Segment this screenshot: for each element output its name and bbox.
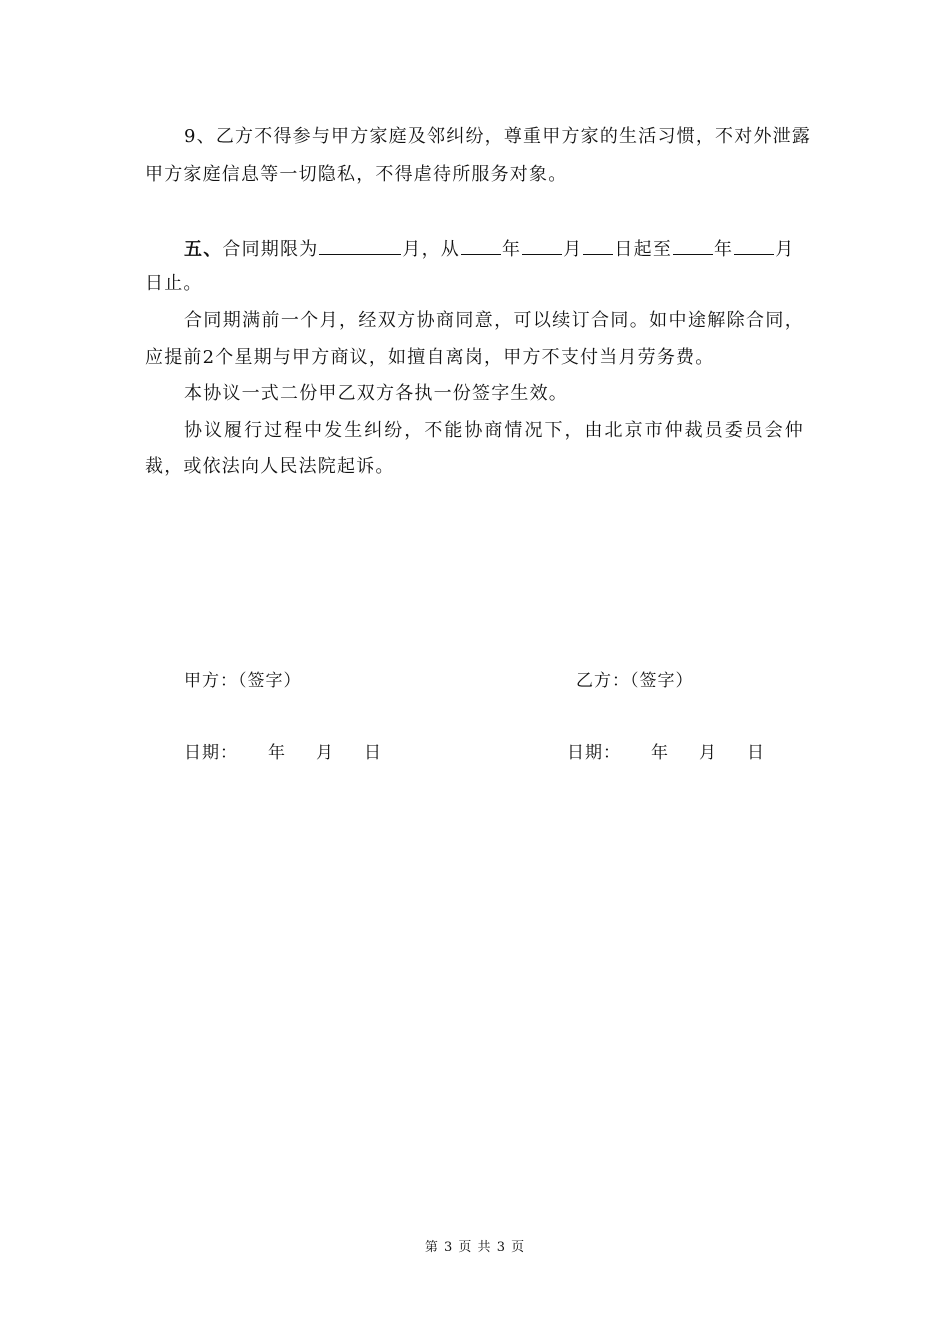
contract-term-line	[184, 236, 806, 262]
term-text-1: 合同期限为	[222, 239, 319, 260]
start-day-blank[interactable]	[583, 236, 613, 255]
section-5-heading: 五、	[184, 239, 223, 260]
end-year-blank[interactable]	[673, 236, 713, 255]
dispute-line-1: 协议履行过程中发生纠纷，不能协商情况下，由北京市仲裁员委员会仲	[184, 420, 804, 441]
term-text-3: 年	[502, 239, 522, 260]
start-month-blank[interactable]	[522, 236, 562, 255]
renewal-line-2: 应提前2个星期与甲方商议，如擅自离岗，甲方不支付当月劳务费。	[145, 347, 715, 368]
dispute-line-2: 裁，或依法向人民法院起诉。	[145, 456, 395, 477]
party-a-signature: 甲方：（签字）	[184, 671, 302, 691]
date-year: 年	[268, 743, 286, 763]
date-label: 日期：	[567, 743, 621, 763]
term-text-6: 年	[714, 239, 734, 260]
term-months-blank[interactable]	[319, 236, 401, 255]
term-text-5: 日起至	[614, 239, 673, 260]
term-text-7: 月	[775, 239, 795, 260]
start-year-blank[interactable]	[461, 236, 501, 255]
date-year: 年	[651, 743, 669, 763]
party-b-signature: 乙方：（签字）	[576, 671, 694, 691]
end-month-blank[interactable]	[734, 236, 774, 255]
page-number-footer: 第 3 页 共 3 页	[424, 1240, 526, 1255]
renewal-line-1: 合同期满前一个月，经双方协商同意，可以续订合同。如中途解除合同，	[184, 310, 804, 331]
date-day: 日	[364, 743, 382, 763]
party-b-date	[567, 741, 765, 765]
term-text-4: 月	[563, 239, 583, 260]
date-day: 日	[747, 743, 765, 763]
contract-term-line-2: 日止。	[145, 273, 203, 294]
term-text-2: 月，从	[402, 239, 461, 260]
copies-line: 本协议一式二份甲乙双方各执一份签字生效。	[184, 383, 568, 404]
clause-9-line-2: 甲方家庭信息等一切隐私，不得虐待所服务对象。	[145, 164, 568, 185]
date-month: 月	[316, 743, 334, 763]
clause-9-line-1: 9、乙方不得参与甲方家庭及邻纠纷，尊重甲方家的生活习惯，不对外泄露	[184, 126, 812, 147]
party-a-date	[184, 741, 382, 765]
date-month: 月	[699, 743, 717, 763]
date-label: 日期：	[184, 743, 238, 763]
